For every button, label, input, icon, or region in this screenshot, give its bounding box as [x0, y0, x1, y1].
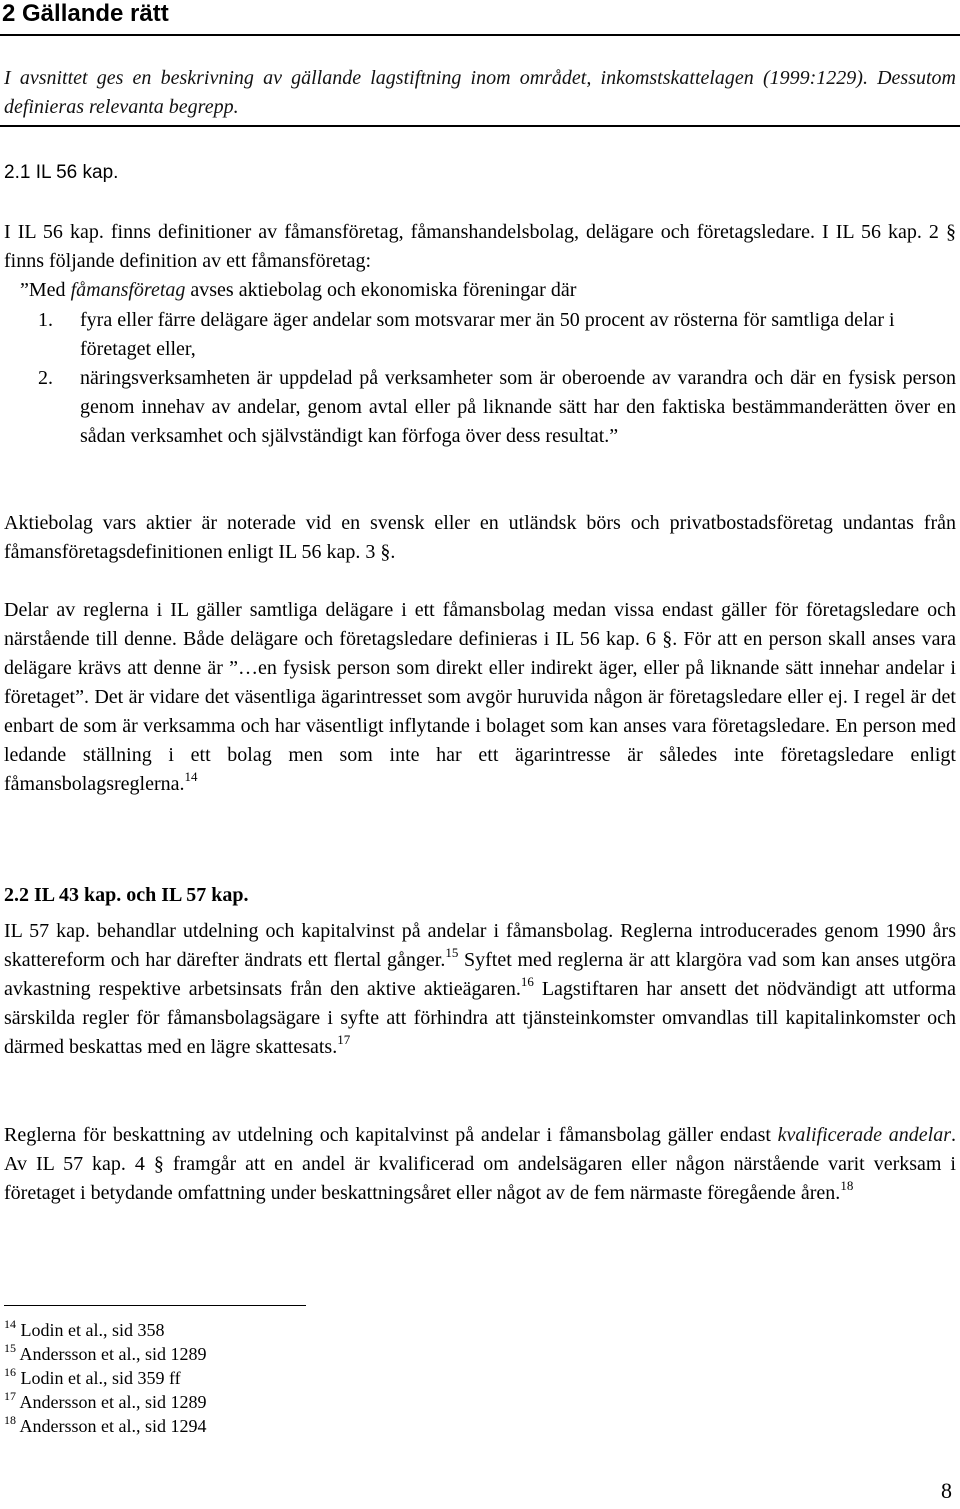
footnote: [4, 1415, 207, 1438]
quote-post: avses aktiebolag och ekonomiska föreningar där: [185, 279, 577, 301]
list-item-text: näringsverksamheten är uppdelad på verksamheter som är oberoende av varandra och där en fysisk person genom innehav av andelar, genom avtal eller på liknande sätt har den faktiska bestämmanderätten över en sådan verksamhet och självständigt kan förfoga över dess resultat.”: [80, 367, 956, 447]
footnote-ref-15[interactable]: 15: [445, 945, 459, 960]
s21-p3-text: Delar av reglerna i IL gäller samtliga delägare i ett fåmansbolag medan vissa endast gäller för företagsledare och närstående till denne. Både delägare och företagsledare definieras i IL 56 kap. 6 §. För att en person skall anses vara delägare krävs att denne är ”…en fysisk person som direkt eller indirekt äger, eller på liknande sätt innehar andelar i företaget”. Det är vidare det väsentliga ägarintresset som avgör huruvida någon är företagsledare eller ej. I regel är det enbart de som är verksamma och har väsentligt inflytande i bolaget som kan anses vara företagsledare. En person med ledande ställning i ett bolag men som inte har ett ägarintresse är således inte företagsledare enligt fåmansbolagsreglerna.: [4, 599, 956, 795]
list-item-number: 1.: [38, 309, 53, 331]
footnote: [4, 1391, 207, 1414]
footnote-number: 14: [4, 1317, 16, 1331]
footnote-text: Andersson et al., sid 1289: [19, 1344, 207, 1364]
footnote: [4, 1367, 181, 1390]
subsection-heading-2-2: 2.2 IL 43 kap. och IL 57 kap.: [4, 884, 249, 906]
page-number: 8: [941, 1478, 952, 1503]
s21-paragraph-1: [4, 218, 956, 276]
definition-quote: [20, 276, 956, 305]
footnote-text: Andersson et al., sid 1294: [19, 1416, 207, 1436]
footnote-number: 15: [4, 1341, 16, 1355]
subsection-heading-2-1: 2.1 IL 56 kap.: [4, 162, 119, 183]
s22-p1-text-a: IL 57 kap. behandlar utdelning och kapitalvinst på andelar i fåmansbolag. Reglerna introducerades genom 1990 års skattereform och har därefter ändrats ett flertal gånger.: [4, 920, 956, 971]
quote-emphasis: fåmansföretag: [70, 279, 186, 301]
list-item-number: 2.: [38, 367, 53, 389]
s21-paragraph-3: [4, 596, 956, 799]
footnote-ref-14[interactable]: 14: [184, 769, 198, 784]
footnote-ref-16[interactable]: 16: [520, 974, 534, 989]
intro-paragraph: I avsnittet ges en beskrivning av gällande lagstiftning inom området, inkomstskattelagen (1999:1229). Dessutom definieras relevanta begrepp.: [4, 67, 956, 118]
s22-p2-text-b: . Av IL 57 kap. 4 § framgår att en andel är kvalificerad om andelsägaren eller någon närstående varit verksam i företaget i betydande omfattning under beskattningsåret eller något av de fem närmaste föregående åren.: [4, 1124, 956, 1204]
footnote-number: 17: [4, 1389, 16, 1403]
footnote-number: 16: [4, 1365, 16, 1379]
footnote-text: Lodin et al., sid 358: [20, 1320, 165, 1340]
list-item-text: fyra eller färre delägare äger andelar som motsvarar mer än 50 procent av rösterna för samtliga delar i företaget eller,: [80, 309, 895, 360]
s21-p1-text: I IL 56 kap. finns definitioner av fåmansföretag, fåmanshandelsbolag, delägare och företagsledare. I IL 56 kap. 2 § finns följande definition av ett fåmansföretag:: [4, 221, 956, 272]
footnote-text: Lodin et al., sid 359 ff: [20, 1368, 181, 1388]
s22-p2-text-a: Reglerna för beskattning av utdelning och kapitalvinst på andelar i fåmansbolag gäller endast: [4, 1124, 778, 1146]
section-title: 2 Gällande rätt: [2, 0, 169, 27]
footnote: [4, 1319, 164, 1342]
s22-paragraph-1: [4, 917, 956, 1062]
title-rule-bottom: [0, 125, 960, 127]
s22-p1-text-c: Lagstiftaren har ansett det nödvändigt att utforma särskilda regler för fåmansbolagsägare i syfte att förhindra att tjänsteinkomster omvandlas till kapitalinkomster och därmed beskattas med en lägre skattesats.: [4, 978, 956, 1058]
quote-pre: Med: [28, 279, 71, 301]
footnote-ref-17[interactable]: 17: [337, 1032, 351, 1047]
footnote: [4, 1343, 207, 1366]
footnote-number: 18: [4, 1413, 16, 1427]
quote-open: ”: [20, 279, 29, 301]
footnote-text: Andersson et al., sid 1289: [19, 1392, 207, 1412]
s21-paragraph-2: Aktiebolag vars aktier är noterade vid en svensk eller en utländsk börs och privatbostadsföretag undantas från fåmansföretagsdefinitionen enligt IL 56 kap. 3 §.: [4, 512, 956, 563]
footnote-ref-18[interactable]: 18: [840, 1178, 854, 1193]
s22-p1-text-b: Syftet med reglerna är att klargöra vad som kan anses utgöra avkastning respektive arbetsinsats från den aktive aktieägaren.: [4, 949, 956, 1000]
s22-paragraph-2: [4, 1121, 956, 1208]
footnote-separator: [4, 1305, 306, 1306]
s22-p2-emphasis: kvalificerade andelar: [777, 1124, 951, 1146]
title-rule-top: [0, 34, 960, 36]
